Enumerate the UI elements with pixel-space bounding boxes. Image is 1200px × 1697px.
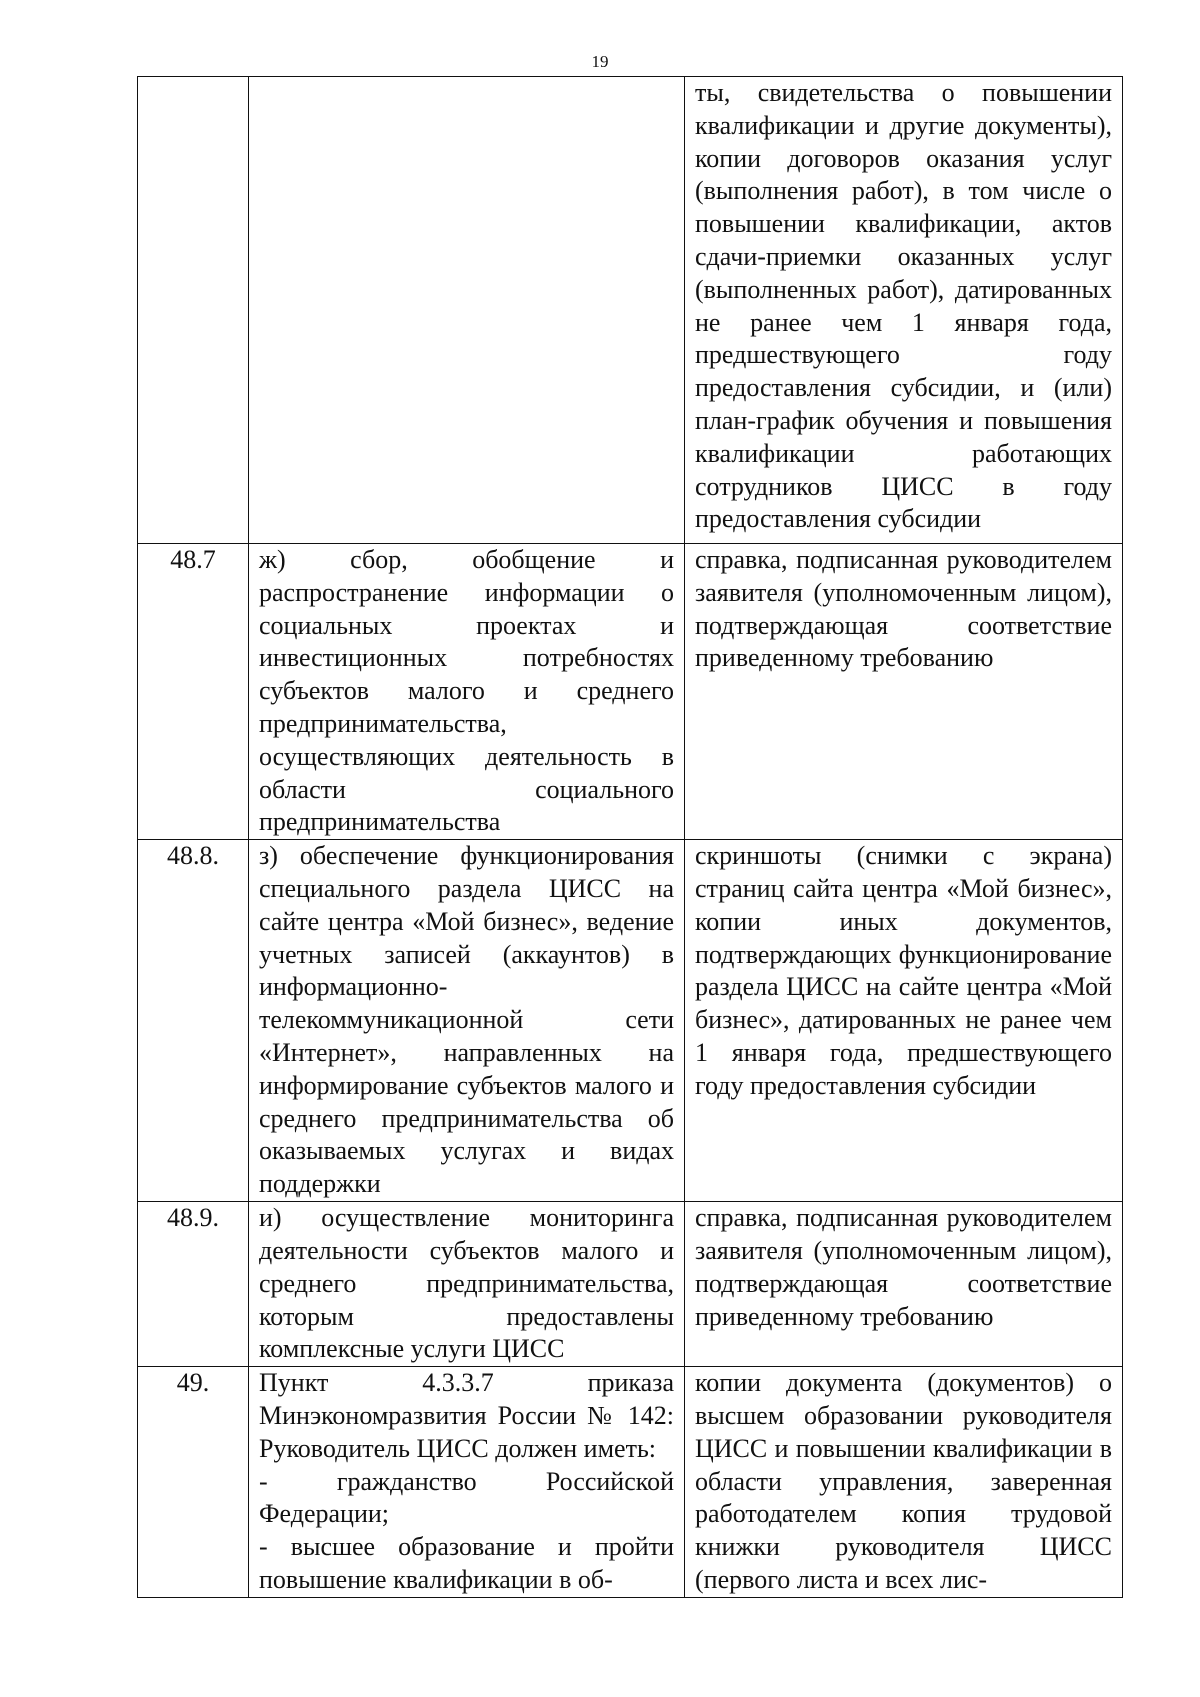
documents-cell: копии документа (документов) о высшем образовании руководителя ЦИСС и повышении квалификации в области управления, заверенная работодателем копия трудовой книжки руководителя ЦИСС (первого листа и всех лис- <box>685 1367 1123 1598</box>
documents-cell: скриншоты (снимки с экрана) страниц сайта центра «Мой бизнес», копии иных документов, подтверждающих функционирование раздела ЦИСС на сайте центра «Мой бизнес», датированных не ранее чем 1 января года, предшествующего году предоставления субсидии <box>685 840 1123 1202</box>
requirement-cell: ж) сбор, обобщение и распространение информации о социальных проектах и инвестиционных потребностях субъектов малого и среднего предпринимательства, осуществляющих деятельность в области социального предпринимательства <box>249 544 685 840</box>
table-row <box>138 1367 1123 1598</box>
documents-cell: справка, подписанная руководителем заявителя (уполномоченным лицом), подтверждающая соответствие приведенному требованию <box>685 1202 1123 1367</box>
row-number-cell: 48.9. <box>138 1202 249 1367</box>
requirements-table <box>137 76 1123 1598</box>
row-number-cell: 48.7 <box>138 544 249 840</box>
table-row <box>138 840 1123 1202</box>
row-number-cell <box>138 77 249 544</box>
table-row <box>138 77 1123 544</box>
row-number-cell: 48.8. <box>138 840 249 1202</box>
requirement-cell <box>249 77 685 544</box>
page-number: 19 <box>591 52 609 71</box>
documents-cell: справка, подписанная руководителем заявителя (уполномоченным лицом), подтверждающая соответствие приведенному требованию <box>685 544 1123 840</box>
requirement-cell: Пункт 4.3.3.7 приказа Минэкономразвития России № 142: Руководитель ЦИСС должен иметь: - гражданство Российской Федерации; - высшее образование и пройти повышение квалификации в об- <box>249 1367 685 1598</box>
documents-cell: ты, свидетельства о повышении квалификации и другие документы), копии договоров оказания услуг (выполнения работ), в том числе о повышении квалификации, актов сдачи-приемки оказанных услуг (выполненных работ), датированных не ранее чем 1 января года, предшествующего году предоставления субсидии, и (или) план-график обучения и повышения квалификации работающих сотрудников ЦИСС в году предоставления субсидии <box>685 77 1123 544</box>
requirement-cell: и) осуществление мониторинга деятельности субъектов малого и среднего предпринимательства, которым предоставлены комплексные услуги ЦИСС <box>249 1202 685 1367</box>
table-row <box>138 544 1123 840</box>
row-number-cell: 49. <box>138 1367 249 1598</box>
requirement-cell: з) обеспечение функционирования специального раздела ЦИСС на сайте центра «Мой бизнес», ведение учетных записей (аккаунтов) в информационно-телекоммуникационной сети «Интернет», направленных на информирование субъектов малого и среднего предпринимательства об оказываемых услугах и видах поддержки <box>249 840 685 1202</box>
table-row <box>138 1202 1123 1367</box>
